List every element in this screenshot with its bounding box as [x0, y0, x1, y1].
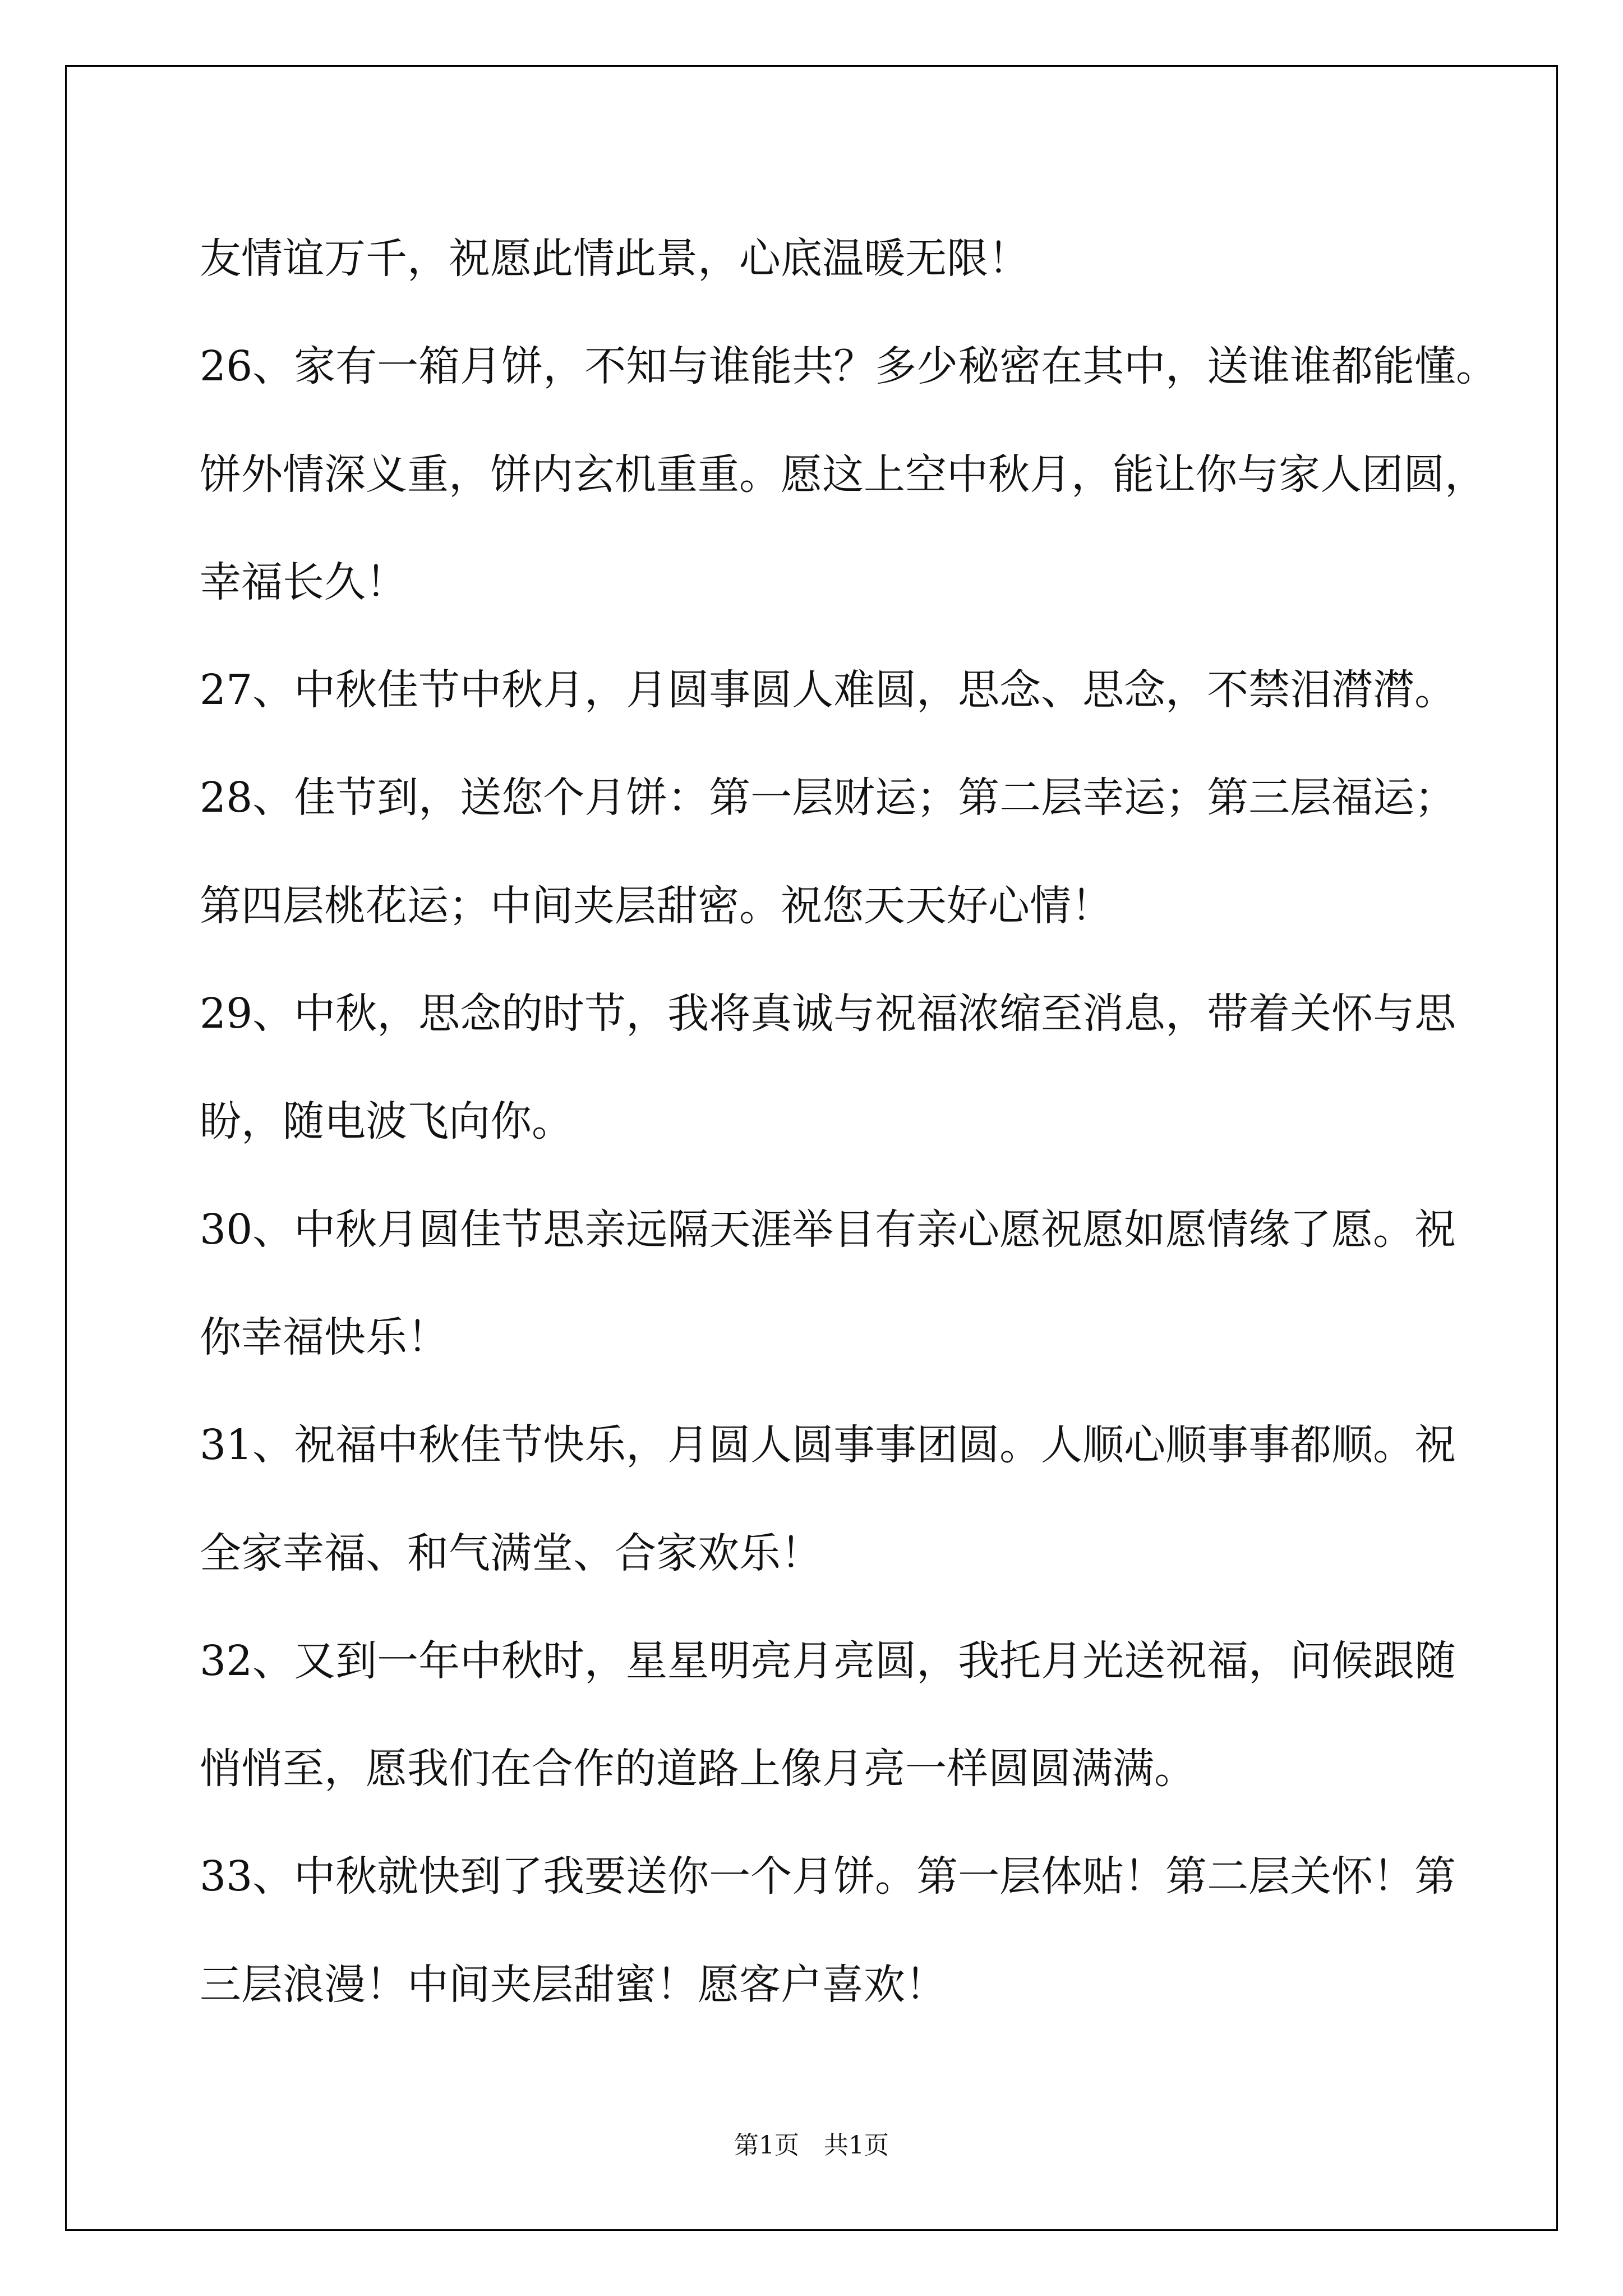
- text-line: 28、佳节到，送您个月饼：第一层财运；第二层幸运；第三层福运；: [200, 774, 1456, 822]
- text-line: 30、中秋月圆佳节思亲远隔天涯举目有亲心愿祝愿如愿情缘了愿。祝: [200, 1205, 1456, 1254]
- document-body: [200, 205, 1498, 2039]
- text-line: 31、祝福中秋佳节快乐，月圆人圆事事团圆。人顺心顺事事都顺。祝: [200, 1421, 1456, 1470]
- text-line: 饼外情深义重，饼内玄机重重。愿这上空中秋月，能让你与家人团圆，: [200, 450, 1486, 499]
- text-line: 友情谊万千，祝愿此情此景，心底温暖无限！: [200, 234, 1030, 283]
- text-line: 悄悄至，愿我们在合作的道路上像月亮一样圆圆满满。: [200, 1745, 1196, 1793]
- text-line: 第四层桃花运；中间夹层甜密。祝您天天好心情！: [200, 881, 1113, 930]
- text-line: 29、中秋，思念的时节，我将真诚与祝福浓缩至消息，带着关怀与思: [200, 990, 1456, 1038]
- text-line: 你幸福快乐！: [200, 1313, 449, 1361]
- text-line: 32、又到一年中秋时，星星明亮月亮圆，我托月光送祝福，问候跟随: [200, 1636, 1456, 1685]
- page-number: 第1页: [734, 2131, 799, 2160]
- text-line: 幸福长久！: [200, 558, 407, 606]
- text-line: 33、中秋就快到了我要送你一个月饼。第一层体贴！第二层关怀！第: [200, 1852, 1456, 1901]
- text-line: 盼，随电波飞向你。: [200, 1097, 573, 1146]
- page-footer: [0, 2125, 1623, 2161]
- text-line: 全家幸福、和气满堂、合家欢乐！: [200, 1529, 822, 1577]
- text-line: 三层浪漫！中间夹层甜蜜！愿客户喜欢！: [200, 1960, 947, 2009]
- text-line: 26、家有一箱月饼，不知与谁能共？多少秘密在其中，送谁谁都能懂。: [200, 342, 1498, 391]
- page-total: 共1页: [824, 2131, 889, 2160]
- text-line: 27、中秋佳节中秋月，月圆事圆人难圆，思念、思念，不禁泪潸潸。: [200, 666, 1456, 715]
